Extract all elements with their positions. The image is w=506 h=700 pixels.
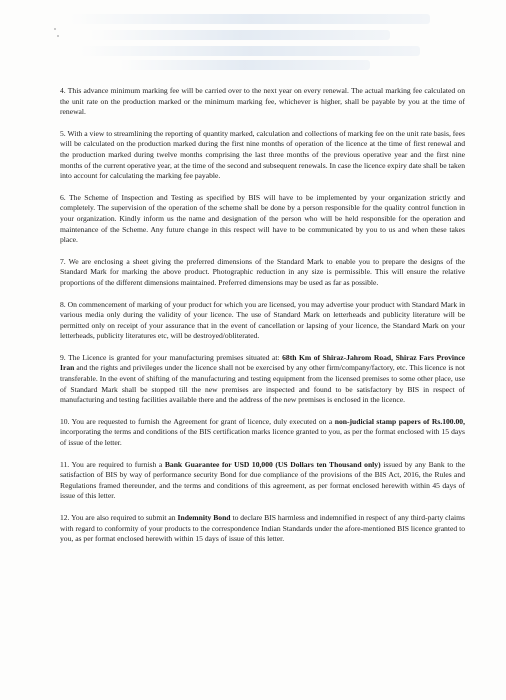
bold-text: 68th Km of Shiraz-Jahrom Road, Shiraz Fars Province Iran bbox=[60, 352, 465, 373]
document-body bbox=[60, 86, 465, 556]
paragraph-text: 6. The Scheme of Inspection and Testing as specified by BIS will have to be implemented by your organization strictly and completely. The supervision of the operation of the scheme shall be done by a person responsible for the quality control function in your organization. Kindly inform us the name and designation of the person who will be held responsible for the operation and maintenance of the Scheme. Any future change in this respect will have to be communicated by you to us and when these takes place. bbox=[60, 192, 465, 245]
paragraph-p5 bbox=[60, 129, 465, 182]
paragraph-text: issued by any Bank to the satisfaction of BIS by way of performance security Bond for due compliance of the provisions of the BIS Act, 2016, the Rules and Regulations framed thereunder, and the terms and conditions of this agreement, as per format enclosed herewith within 45 days of issue of this letter. bbox=[60, 459, 466, 501]
paragraph-p7 bbox=[60, 257, 465, 289]
paragraph-p10 bbox=[60, 417, 465, 449]
paragraph-text: 11. You are required to furnish a bbox=[60, 459, 165, 469]
paragraph-text: to declare BIS harmless and indemnified in respect of any third-party claims with regard to conformity of your products to the correspondence Indian Standards under the afore-mentioned BIS licence granted to you, as per format enclosed herewith within 15 days of issue of this letter. bbox=[60, 513, 465, 544]
paragraph-text: 9. The Licence is granted for your manufacturing premises situated at: bbox=[60, 352, 283, 362]
bold-text: Bank Guarantee for USD 10,000 (US Dollars ten Thousand only) bbox=[164, 459, 381, 469]
paragraph-text: 5. With a view to streamlining the reporting of quantity marked, calculation and collections of marking fee on the unit rate basis, fees will be calculated on the production marked during the first nine months of operation of the licence at the time of first renewal and the production marked during twelve months comprising the last three months of the previous operative year and the first nine months of the current operative year, at the time of the second and subsequent renewals. In case the licence expiry date shall be taken into account for calculating the marking fee payable. bbox=[60, 128, 465, 181]
bold-text: Indemnity Bond bbox=[177, 513, 231, 522]
paragraph-p8 bbox=[60, 300, 465, 342]
paragraph-p9 bbox=[60, 353, 465, 406]
paragraph-text: 4. This advance minimum marking fee will be carried over to the next year on every renewal. The actual marking fee calculated on the unit rate on the production marked or the minimum marking fee, whichever is higher, shall be payable by you at the time of renewal. bbox=[60, 86, 465, 117]
paragraph-text: and the rights and privileges under the licence shall not be exercised by any other firm/company/factory, etc. This licence is not transferable. In the event of shifting of the manufacturing and testing equipment from the licensed premises to some other place, use of Standard Mark shall be stopped till the new premises are inspected and found to be satisfactory by BIS in respect of manufacturing and testing facilities available there and the address of the new premises is enclosed in the licence. bbox=[60, 363, 465, 405]
paragraph-p6 bbox=[60, 193, 465, 246]
paragraph-text: 8. On commencement of marking of your product for which you are licensed, you may advertise your product with Standard Mark in various media only during the validity of your licence. The use of Standard Mark on letterheads and publicity literature will be permitted only on receipt of your assurance that in the event of cancellation or lapsing of your licence, the Standard Mark on your letterheads, publicity literatures etc, will be destroyed/obliterated. bbox=[60, 299, 465, 341]
paragraph-p4 bbox=[60, 86, 465, 118]
paragraph-p11 bbox=[60, 460, 465, 502]
paragraph-text: 7. We are enclosing a sheet giving the preferred dimensions of the Standard Mark to enable you to prepare the designs of the Standard Mark for marking the above product. Photographic reduction in any size is permissible. This will ensure the relative proportions of the different dimensions maintained. Preferred dimensions may be used as far as possible. bbox=[60, 256, 465, 287]
scan-speck bbox=[57, 35, 59, 37]
paragraph-p12 bbox=[60, 513, 465, 545]
scan-speck bbox=[54, 28, 56, 30]
paragraph-text: incorporating the terms and conditions of the BIS certification marks licence granted to you, as per the format enclosed with 15 days of issue of the letter. bbox=[60, 427, 465, 448]
bold-text: non-judicial stamp papers of Rs.100.00, bbox=[334, 416, 465, 426]
paragraph-text: 10. You are requested to furnish the Agreement for grant of licence, duly executed on a bbox=[60, 416, 335, 426]
paragraph-text: 12. You are also required to submit an bbox=[60, 513, 178, 522]
